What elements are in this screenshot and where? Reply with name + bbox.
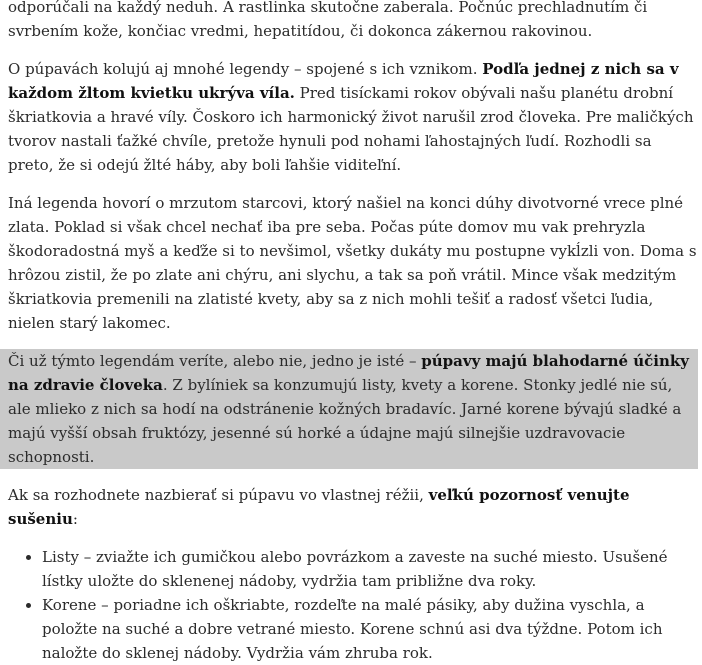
paragraph-text: Pred tisíckami rokov obývali našu planétu drobní škriatkovia a hravé víly. Čoskoro ich harmonický život narušil zrod človeka. Pre maličkých tvorov nastali ťažké chvíle, pretože hynuli pod nohami ľahostajných ľudí. Rozhodli sa preto, že si odejú žlté háby, aby boli ľahšie viditeľní. bbox=[8, 84, 694, 174]
paragraph-text: odporúčali na každý neduh. A rastlinka skutočne zaberala. Počnúc prechladnutím či svrbením kože, končiac vredmi, hepatitídou, či dokonca zákernou rakovinou. bbox=[8, 0, 648, 40]
paragraph-drying-intro bbox=[8, 483, 698, 531]
paragraph-text: Či už týmto legendám veríte, alebo nie, jedno je isté – bbox=[8, 352, 422, 370]
paragraph-text: . Z bylíniek sa konzumujú listy, kvety a korene. Stonky jedlé nie sú, ale mlieko z nich sa hodí na odstránenie kožných bradavíc. Jarné korene bývajú sladké a majú vyšší obsah fruktózy, jesenné sú horké a údajne majú silnejšie uzdravovacie schopnosti. bbox=[8, 376, 682, 466]
paragraph-health-selected[interactable] bbox=[0, 349, 698, 469]
article-body bbox=[8, 0, 698, 665]
list-item-roots: • Korene – poriadne ich oškriabte, rozdeľte na malé pásiky, aby dužina vyschla, a položte na suché a dobre vetrané miesto. Korene schnú asi dva týždne. Potom ich naložte do sklenej nádoby. Vydržia vám zhruba rok. bbox=[42, 593, 698, 665]
bold-text: veľkú pozornosť venujte sušeniu bbox=[8, 486, 630, 528]
bold-text: púpavy majú blahodarné účinky na zdravie človeka bbox=[8, 352, 690, 394]
paragraph-intro bbox=[8, 0, 698, 43]
drying-list bbox=[8, 545, 698, 665]
paragraph-text: : bbox=[72, 510, 78, 528]
bold-text: Podľa jednej z nich sa v každom žltom kvietku ukrýva víla. bbox=[8, 60, 679, 102]
paragraph-legend-oldman bbox=[8, 191, 698, 335]
paragraph-text: Iná legenda hovorí o mrzutom starcovi, ktorý našiel na konci dúhy divotvorné vrece plné zlata. Poklad si však chcel nechať iba pre seba. Počas púte domov mu vak prehryzla škodoradostná myš a keďže si to nevšimol, všetky dukáty mu postupne vykĺzli von. Doma s hrôzou zistil, že po zlate ani chýru, ani slychu, a tak sa poň vrátil. Mince však medzitým škriatkovia premenili na zlatisté kvety, aby sa z nich mohli tešiť a radosť všetci ľudia, nielen starý lakomec. bbox=[8, 194, 697, 332]
list-item-leaves: • Listy – zviažte ich gumičkou alebo povrázkom a zaveste na suché miesto. Usušené lístky uložte do sklenenej nádoby, vydržia tam približne dva roky. bbox=[42, 545, 698, 593]
paragraph-text: O púpavách kolujú aj mnohé legendy – spojené s ich vznikom. bbox=[8, 60, 483, 78]
paragraph-legend-fairy bbox=[8, 57, 698, 177]
paragraph-text: Ak sa rozhodnete nazbierať si púpavu vo vlastnej réžii, bbox=[8, 486, 429, 504]
